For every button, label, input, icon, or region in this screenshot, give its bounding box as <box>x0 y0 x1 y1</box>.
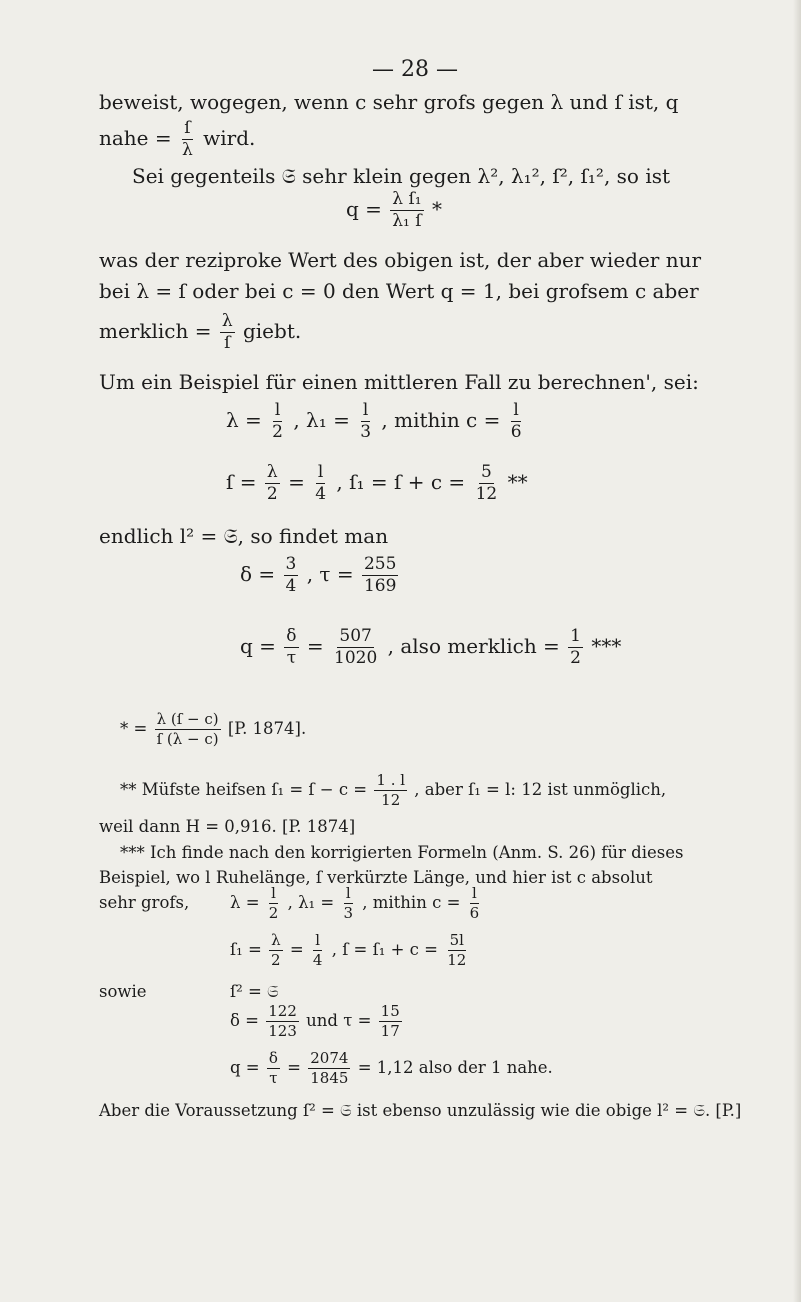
fraction <box>308 1051 350 1086</box>
fraction <box>509 402 524 441</box>
footnote-line-3: weil dann H = 0,916. [P. 1874] <box>99 817 356 836</box>
text-line-8: endlich l² = 𝔖, so findet man <box>99 524 389 548</box>
fraction <box>267 1051 280 1086</box>
note-part: ** Müfste heifsen ſ₁ = ſ − c = <box>120 780 368 799</box>
denominator: 2 <box>271 951 281 969</box>
fraction <box>474 464 500 503</box>
footnote-mark: ** <box>507 470 528 494</box>
eq-part: = 1,12 also der 1 nahe. <box>357 1058 553 1077</box>
fraction <box>220 313 235 352</box>
fraction <box>341 886 355 921</box>
denominator: 169 <box>363 576 397 596</box>
fraction <box>374 773 407 808</box>
fraction <box>270 402 285 441</box>
denominator: 3 <box>360 422 372 442</box>
numerator: l <box>271 884 276 902</box>
equation-5 <box>240 628 621 667</box>
numerator: 15 <box>380 1002 400 1020</box>
numerator: λ <box>221 311 233 331</box>
text-fragment: wird. <box>203 126 256 150</box>
eq-part: , mithin c = <box>381 408 501 432</box>
text-fragment: merklich = <box>99 319 212 343</box>
equation-3 <box>226 464 528 503</box>
text-fragment: nahe = <box>99 126 172 150</box>
numerator: λ ſ₁ <box>392 189 422 209</box>
eq-part: λ = <box>230 893 260 912</box>
footnote-eq-5 <box>230 1051 553 1086</box>
fraction <box>445 933 468 968</box>
fraction <box>267 886 281 921</box>
eq-part: , mithin c = <box>362 893 461 912</box>
page-number: — 28 — <box>372 57 458 82</box>
eq-part: , ſ₁ = ſ + c = <box>336 470 466 494</box>
denominator: 2 <box>570 648 581 668</box>
equation-1 <box>346 191 442 230</box>
numerator: l <box>345 884 351 902</box>
numerator: 5 <box>480 462 492 482</box>
footnote-sowie: sowie <box>99 982 147 1001</box>
fraction <box>390 191 423 230</box>
equation-4 <box>240 556 400 595</box>
footnote-1 <box>120 712 306 747</box>
denominator: 2 <box>272 422 283 442</box>
numerator: 2074 <box>310 1049 349 1067</box>
numerator: λ (ſ − c) <box>156 710 219 728</box>
text-line-7: Um ein Beispiel für einen mittleren Fall zu berechnen', sei: <box>99 370 699 394</box>
footnote-line-4: *** Ich finde nach den korrigierten Formeln (Anm. S. 26) für dieses <box>120 843 684 862</box>
denominator: λ₁ ſ <box>392 211 422 231</box>
numerator: 507 <box>339 626 372 646</box>
eq-part: , λ₁ = <box>293 408 350 432</box>
footnote-mark: *** <box>591 634 622 658</box>
denominator: ſ <box>224 333 231 353</box>
denominator: 12 <box>381 791 401 809</box>
text-fragment: giebt. <box>242 319 302 343</box>
footnote-eq-1 <box>230 886 483 921</box>
denominator: 6 <box>510 422 522 442</box>
fraction <box>266 1004 299 1039</box>
numerator: 1 . l <box>376 771 406 789</box>
eq-part: , τ = <box>306 562 354 586</box>
fraction <box>265 464 280 503</box>
denominator: 3 <box>343 904 354 922</box>
eq-part: = <box>287 1058 301 1077</box>
footnote-line-6: sehr grofs, <box>99 893 190 912</box>
eq-part: ſ = <box>226 470 257 494</box>
text-line-1: beweist, wogegen, wenn c sehr grofs gegen λ und ſ ist, q <box>99 90 679 114</box>
fraction <box>468 886 482 921</box>
denominator: 6 <box>469 904 480 922</box>
fraction <box>379 1004 402 1039</box>
denominator: 1845 <box>310 1069 349 1087</box>
note-part: [P. 1874]. <box>227 719 307 738</box>
numerator: l <box>317 462 324 482</box>
denominator: τ <box>269 1069 278 1087</box>
numerator: 5l <box>449 931 464 949</box>
footnote-mark: * <box>431 197 442 221</box>
denominator: 12 <box>475 484 498 504</box>
numerator: λ <box>271 931 281 949</box>
numerator: 255 <box>363 554 397 574</box>
denominator: λ <box>182 140 193 160</box>
denominator: 2 <box>268 904 279 922</box>
footnote-eq-3: ſ² = 𝔖 <box>230 982 279 1001</box>
fraction <box>155 712 221 747</box>
denominator: τ <box>286 648 297 668</box>
fraction <box>284 556 299 595</box>
denominator: 123 <box>268 1022 297 1040</box>
numerator: δ <box>286 626 297 646</box>
equation-2 <box>226 402 526 441</box>
text-line-3: Sei gegenteils 𝔖 sehr klein gegen λ², λ₁², ſ², ſ₁², so ist <box>132 164 671 188</box>
text-line-2 <box>99 120 255 159</box>
denominator: 4 <box>285 576 297 596</box>
eq-part: q = <box>240 634 276 658</box>
eq-part: und τ = <box>306 1011 372 1030</box>
text-line-5: bei λ = ſ oder bei c = 0 den Wert q = 1, bei grofsem c aber <box>99 279 699 303</box>
numerator: l <box>315 931 321 949</box>
footnote-line-5: Beispiel, wo l Ruhelänge, ſ verkürzte Länge, und hier ist c absolut <box>99 868 653 887</box>
eq-part: = <box>289 940 304 959</box>
eq-part: , also merklich = <box>387 634 560 658</box>
numerator: 3 <box>285 554 297 574</box>
numerator: l <box>513 400 519 420</box>
denominator: 4 <box>315 484 327 504</box>
numerator: l <box>274 400 281 420</box>
note-part: * = <box>120 719 148 738</box>
numerator: 122 <box>268 1002 297 1020</box>
denominator: 17 <box>380 1022 400 1040</box>
note-part: , aber ſ₁ = l: 12 ist unmöglich, <box>414 780 667 799</box>
numerator: λ <box>266 462 278 482</box>
denominator: 1020 <box>334 648 378 668</box>
numerator: l <box>362 400 369 420</box>
footnote-eq-2 <box>230 933 470 968</box>
eq-lhs: q = <box>346 197 382 221</box>
denominator: 2 <box>266 484 278 504</box>
text-line-4: was der reziproke Wert des obigen ist, der aber wieder nur <box>99 248 702 272</box>
page-edge-shadow <box>793 0 801 1302</box>
footnote-eq-4 <box>230 1004 404 1039</box>
eq-part: , ſ = ſ₁ + c = <box>331 940 438 959</box>
fraction <box>311 933 325 968</box>
denominator: 4 <box>312 951 323 969</box>
fraction <box>284 628 298 667</box>
denominator: 12 <box>447 951 467 969</box>
eq-part: , λ₁ = <box>287 893 335 912</box>
eq-part: δ = <box>240 562 276 586</box>
eq-part: ſ₁ = <box>230 940 262 959</box>
eq-part: = <box>288 470 305 494</box>
fraction <box>313 464 328 503</box>
denominator: ſ (λ − c) <box>156 730 219 748</box>
numerator: δ <box>268 1049 278 1067</box>
footnote-line-7: Aber die Voraussetzung ſ² = 𝔖 ist ebenso unzulässig wie die obige l² = 𝔖. [P.] <box>99 1101 742 1120</box>
fraction <box>269 933 283 968</box>
numerator: l <box>472 884 477 902</box>
text-line-6 <box>99 313 301 352</box>
eq-part: δ = <box>230 1011 260 1030</box>
numerator: 1 <box>570 626 581 646</box>
eq-part: q = <box>230 1058 260 1077</box>
eq-part: = <box>306 634 324 658</box>
fraction <box>358 402 373 441</box>
fraction <box>332 628 379 667</box>
fraction <box>180 120 195 159</box>
fraction <box>568 628 583 667</box>
fraction <box>362 556 398 595</box>
numerator: ſ <box>184 118 191 138</box>
eq-part: λ = <box>226 408 262 432</box>
footnote-2 <box>120 773 666 808</box>
